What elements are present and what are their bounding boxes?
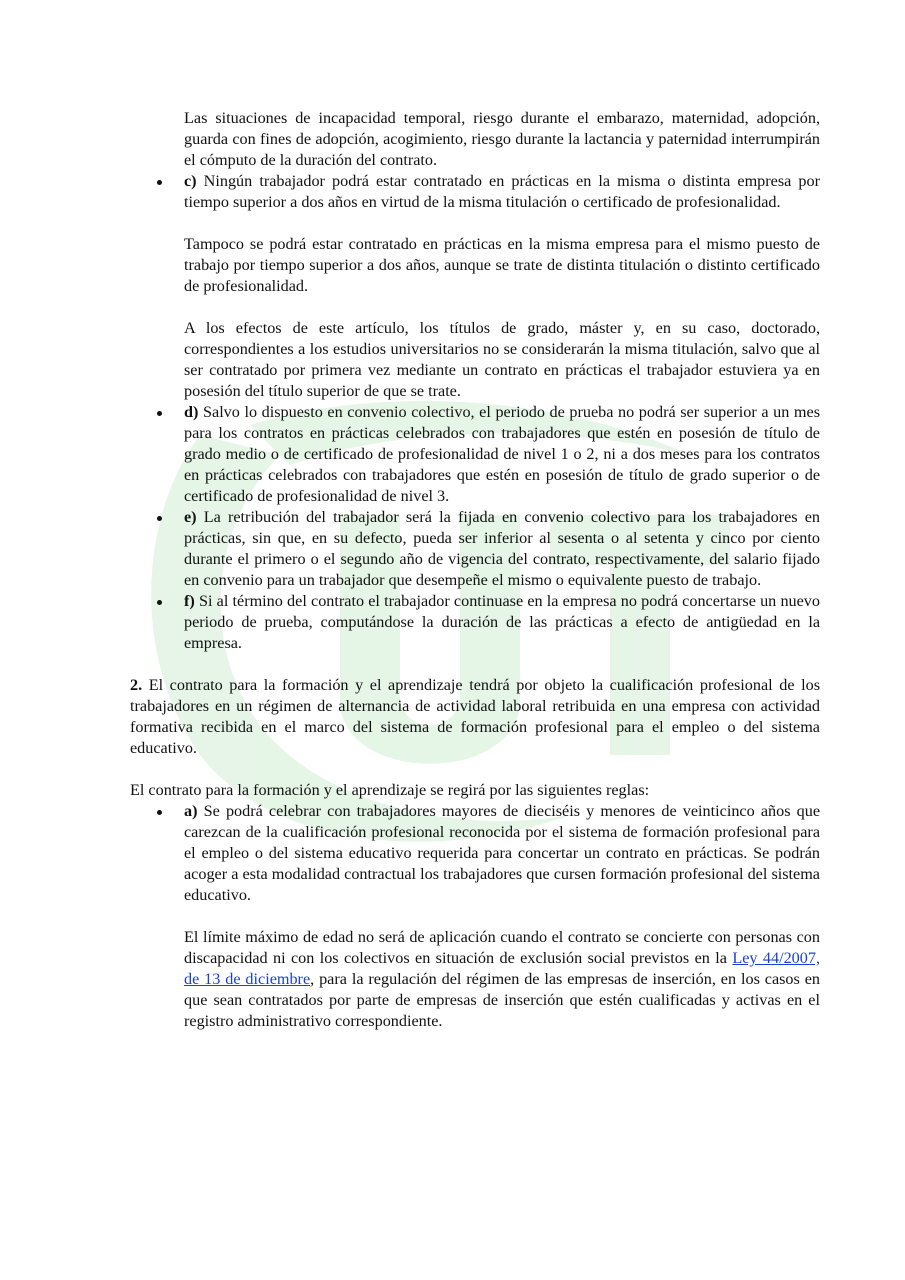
item-label: d): [184, 403, 199, 421]
list-item-a: [184, 801, 820, 906]
item-text: Salvo lo dispuesto en convenio colectivo, el periodo de prueba no podrá ser superior a un mes para los contratos en prácticas celebrados con trabajadores que estén en posesión de título de grado medio o de certificado de profesionalidad de nivel 1 o 2, ni a dos meses para los contratos en prácticas celebrados con trabajadores que estén en posesión de título de grado superior o de certificado de profesionalidad de nivel 3.: [184, 403, 820, 505]
item-label: e): [184, 508, 197, 526]
item-text: Se podrá celebrar con trabajadores mayores de dieciséis y menores de veinticinco años que carezcan de la cualificación profesional reconocida por el sistema de formación profesional para el empleo o del sistema educativo requerida para concertar un contrato en prácticas. Se podrán acoger a esta modalidad contractual los trabajadores que cursen formación profesional del sistema educativo.: [184, 802, 820, 904]
paragraph-a-2: [184, 927, 820, 1032]
bullet-list-c: [130, 171, 820, 213]
list-item-c: [184, 171, 820, 213]
paragraph-text-before: El límite máximo de edad no será de aplicación cuando el contrato se concierte con personas con discapacidad ni con los colectivos en situación de exclusión social previstos en la: [184, 928, 820, 967]
list-item-f: [184, 591, 820, 654]
bullet-list-def: [130, 402, 820, 654]
law-link[interactable]: Ley 44/2007, de 13 de diciembre: [184, 949, 820, 988]
section-text: El contrato para la formación y el aprendizaje tendrá por objeto la cualificación profesional de los trabajadores en un régimen de alternancia de actividad laboral retribuida en una empresa con actividad formativa recibida en el marco del sistema de formación profesional para el empleo o del sistema educativo.: [130, 676, 820, 757]
paragraph-text-after: , para la regulación del régimen de las empresas de inserción, en los casos en que sean contratados por parte de empresas de inserción que estén cualificadas y activas en el registro administrativo correspondiente.: [184, 970, 820, 1030]
intro-paragraph: Las situaciones de incapacidad temporal, riesgo durante el embarazo, maternidad, adopción, guarda con fines de adopción, acogimiento, riesgo durante la lactancia y paternidad interrumpirán el cómputo de la duración del contrato.: [184, 109, 820, 169]
item-text: La retribución del trabajador será la fijada en convenio colectivo para los trabajadores en prácticas, sin que, en su defecto, pueda ser inferior al sesenta o al setenta y cinco por ciento durante el primero o el segundo año de vigencia del contrato, respectivamente, del salario fijado en convenio para un trabajador que desempeñe el mismo o equivalente puesto de trabajo.: [184, 508, 820, 589]
rules-intro: El contrato para la formación y el aprendizaje se regirá por las siguientes reglas:: [130, 781, 650, 799]
item-label: a): [184, 802, 198, 820]
paragraph-c-2: Tampoco se podrá estar contratado en prácticas en la misma empresa para el mismo puesto de trabajo por tiempo superior a dos años, aunque se trate de distinta titulación o distinto certificado de profesionalidad.: [184, 235, 820, 295]
item-text: Ningún trabajador podrá estar contratado en prácticas en la misma o distinta empresa por tiempo superior a dos años en virtud de la misma titulación o certificado de profesionalidad.: [184, 172, 820, 211]
document-page: [130, 108, 820, 1032]
list-item-d: [184, 402, 820, 507]
list-item-e: [184, 507, 820, 591]
bullet-list-a: [130, 801, 820, 906]
item-text: Si al término del contrato el trabajador continuase en la empresa no podrá concertarse un nuevo periodo de prueba, computándose la duración de las prácticas a efecto de antigüedad en la empresa.: [184, 592, 820, 652]
section-2-paragraph: [130, 675, 820, 759]
section-label: 2.: [130, 676, 143, 694]
item-label: f): [184, 592, 195, 610]
paragraph-c-3: A los efectos de este artículo, los títulos de grado, máster y, en su caso, doctorado, correspondientes a los estudios universitarios no se considerarán la misma titulación, salvo que al ser contratado por primera vez mediante un contrato en prácticas el trabajador estuviera ya en posesión del título superior de que se trate.: [184, 319, 820, 400]
item-label: c): [184, 172, 197, 190]
